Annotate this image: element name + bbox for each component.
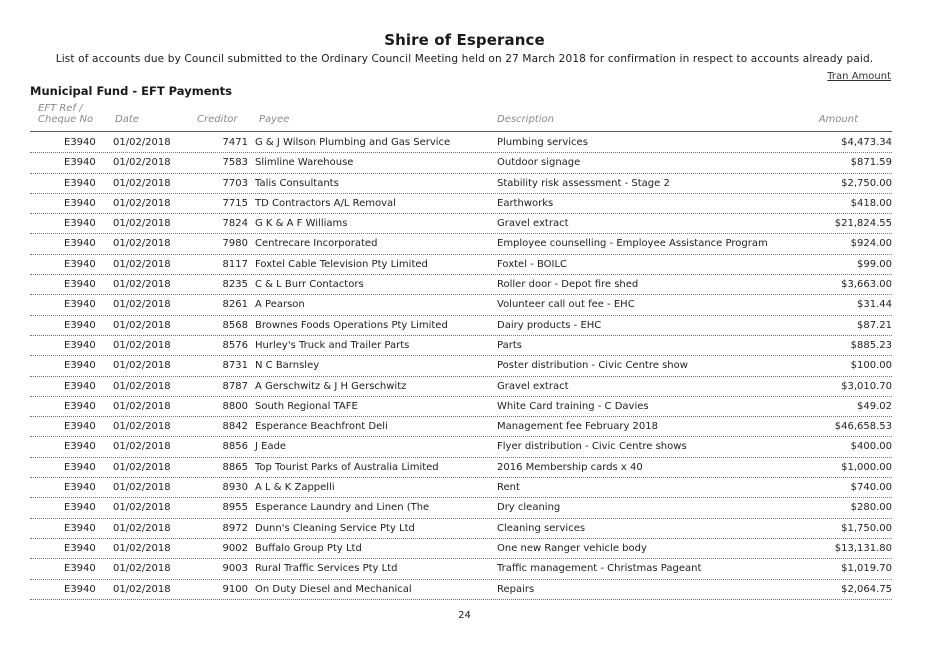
cell-description: Earthworks [497, 197, 554, 209]
tran-amount-label: Tran Amount [827, 71, 891, 82]
cell-payee: G K & A F Williams [255, 218, 348, 230]
header-payee: Payee [259, 114, 290, 125]
cell-description: Roller door - Depot fire shed [497, 279, 639, 291]
cell-date: 01/02/2018 [113, 218, 171, 230]
page-subtitle: List of accounts due by Council submitted to the Ordinary Council Meeting held on 27 March 2018 for confirmation in respect to accounts already paid. [55, 53, 874, 65]
table-row [30, 133, 892, 153]
page-number: 24 [458, 610, 471, 621]
cell-amount: $46,658.53 [834, 421, 892, 433]
cell-description: Management fee February 2018 [497, 421, 658, 433]
cell-date: 01/02/2018 [113, 421, 171, 433]
cell-payee: Talis Consultants [255, 177, 339, 189]
cell-description: Traffic management - Christmas Pageant [497, 563, 702, 575]
cell-payee: Brownes Foods Operations Pty Limited [255, 319, 448, 331]
cell-eft-ref: E3940 [64, 482, 96, 494]
cell-creditor: 7824 [222, 218, 248, 230]
cell-amount: $4,473.34 [841, 137, 892, 148]
cell-payee: Dunn's Cleaning Service Pty Ltd [255, 522, 415, 534]
cell-date: 01/02/2018 [113, 441, 171, 453]
cell-description: Outdoor signage [497, 157, 581, 169]
cell-eft-ref: E3940 [64, 319, 96, 331]
cell-eft-ref: E3940 [64, 137, 96, 148]
cell-payee: Slimline Warehouse [255, 157, 354, 169]
cell-eft-ref: E3940 [64, 279, 96, 291]
cell-creditor: 7703 [222, 177, 248, 189]
cell-date: 01/02/2018 [113, 238, 171, 250]
table-row [30, 559, 892, 579]
cell-description: Volunteer call out fee - EHC [497, 299, 635, 311]
cell-date: 01/02/2018 [113, 177, 171, 189]
header-amount: Amount [818, 114, 858, 125]
table-row [30, 397, 892, 417]
cell-creditor: 8865 [222, 461, 248, 473]
cell-creditor: 7715 [222, 197, 248, 209]
cell-creditor: 8235 [222, 279, 248, 291]
table-row [30, 458, 892, 478]
cell-payee: C & L Burr Contactors [255, 279, 364, 291]
cell-description: Stability risk assessment - Stage 2 [497, 177, 670, 189]
header-date: Date [115, 114, 139, 125]
cell-description: Employee counselling - Employee Assistance Program [497, 238, 768, 250]
cell-eft-ref: E3940 [64, 360, 96, 372]
cell-description: Plumbing services [497, 137, 588, 148]
cell-description: Repairs [497, 583, 535, 595]
table-row [30, 234, 892, 254]
cell-eft-ref: E3940 [64, 339, 96, 351]
cell-date: 01/02/2018 [113, 461, 171, 473]
cell-date: 01/02/2018 [113, 137, 171, 148]
cell-payee: A Gerschwitz & J H Gerschwitz [255, 380, 407, 392]
cell-eft-ref: E3940 [64, 157, 96, 169]
cell-creditor: 8261 [222, 299, 248, 311]
cell-payee: Buffalo Group Pty Ltd [255, 542, 362, 554]
cell-date: 01/02/2018 [113, 197, 171, 209]
cell-payee: A L & K Zappelli [255, 482, 335, 494]
table-row [30, 336, 892, 356]
cell-creditor: 7471 [222, 137, 248, 148]
header-eft-ref-line1: EFT Ref / [38, 103, 83, 114]
cell-creditor: 8856 [222, 441, 248, 453]
cell-creditor: 8842 [222, 421, 248, 433]
cell-eft-ref: E3940 [64, 197, 96, 209]
cell-amount: $418.00 [850, 197, 892, 209]
cell-eft-ref: E3940 [64, 583, 96, 595]
cell-date: 01/02/2018 [113, 583, 171, 595]
cell-creditor: 9002 [222, 542, 248, 554]
cell-creditor: 8800 [222, 400, 248, 412]
cell-amount: $99.00 [857, 258, 892, 270]
cell-creditor: 7980 [222, 238, 248, 250]
header-eft-ref [38, 103, 93, 125]
table-row [30, 356, 892, 376]
cell-creditor: 8787 [222, 380, 248, 392]
cell-eft-ref: E3940 [64, 461, 96, 473]
table-row [30, 316, 892, 336]
cell-eft-ref: E3940 [64, 238, 96, 250]
table-header [30, 101, 892, 132]
cell-creditor: 8972 [222, 522, 248, 534]
cell-date: 01/02/2018 [113, 563, 171, 575]
table-row [30, 539, 892, 559]
cell-payee: TD Contractors A/L Removal [255, 197, 396, 209]
cell-eft-ref: E3940 [64, 542, 96, 554]
cell-amount: $871.59 [850, 157, 892, 169]
table-row [30, 498, 892, 518]
cell-amount: $13,131.80 [834, 542, 892, 554]
header-eft-ref-line2: Cheque No [38, 114, 94, 125]
cell-payee: Hurley's Truck and Trailer Parts [255, 339, 410, 351]
table-row [30, 275, 892, 295]
cell-eft-ref: E3940 [64, 522, 96, 534]
cell-amount: $885.23 [850, 339, 892, 351]
cell-description: Cleaning services [497, 522, 586, 534]
cell-amount: $3,663.00 [841, 279, 892, 291]
table-row [30, 153, 892, 173]
cell-creditor: 8576 [222, 339, 248, 351]
cell-date: 01/02/2018 [113, 400, 171, 412]
table-row [30, 194, 892, 214]
cell-creditor: 8117 [222, 258, 248, 270]
cell-amount: $280.00 [850, 502, 892, 514]
cell-amount: $49.02 [857, 400, 892, 412]
page-title: Shire of Esperance [384, 31, 545, 49]
cell-description: One new Ranger vehicle body [497, 542, 647, 554]
cell-amount: $21,824.55 [834, 218, 892, 230]
table-row [30, 295, 892, 315]
table-row [30, 437, 892, 457]
cell-payee: Centrecare Incorporated [255, 238, 378, 250]
cell-date: 01/02/2018 [113, 360, 171, 372]
cell-description: Parts [497, 339, 522, 351]
cell-eft-ref: E3940 [64, 400, 96, 412]
cell-payee: Foxtel Cable Television Pty Limited [255, 258, 428, 270]
cell-amount: $924.00 [850, 238, 892, 250]
cell-amount: $87.21 [857, 319, 892, 331]
cell-date: 01/02/2018 [113, 299, 171, 311]
cell-description: Gravel extract [497, 380, 569, 392]
cell-description: Rent [497, 482, 520, 494]
cell-payee: N C Barnsley [255, 360, 320, 372]
cell-payee: Rural Traffic Services Pty Ltd [255, 563, 398, 575]
cell-description: Poster distribution - Civic Centre show [497, 360, 688, 372]
cell-eft-ref: E3940 [64, 441, 96, 453]
cell-payee: Top Tourist Parks of Australia Limited [255, 461, 439, 473]
table-row [30, 580, 892, 600]
cell-description: Gravel extract [497, 218, 569, 230]
cell-creditor: 8568 [222, 319, 248, 331]
payments-table [30, 133, 892, 600]
cell-eft-ref: E3940 [64, 421, 96, 433]
header-creditor: Creditor [197, 114, 238, 125]
cell-description: Dairy products - EHC [497, 319, 602, 331]
table-row [30, 417, 892, 437]
cell-amount: $100.00 [850, 360, 892, 372]
cell-eft-ref: E3940 [64, 258, 96, 270]
cell-date: 01/02/2018 [113, 279, 171, 291]
cell-amount: $400.00 [850, 441, 892, 453]
cell-creditor: 8930 [222, 482, 248, 494]
table-row [30, 174, 892, 194]
cell-amount: $740.00 [850, 482, 892, 494]
table-row [30, 214, 892, 234]
cell-date: 01/02/2018 [113, 319, 171, 331]
cell-creditor: 9100 [222, 583, 248, 595]
cell-payee: J Eade [255, 441, 287, 453]
fund-heading: Municipal Fund - EFT Payments [30, 84, 233, 98]
cell-payee: G & J Wilson Plumbing and Gas Service [255, 137, 451, 148]
cell-creditor: 8731 [222, 360, 248, 372]
cell-payee: On Duty Diesel and Mechanical [255, 583, 412, 595]
cell-eft-ref: E3940 [64, 502, 96, 514]
cell-eft-ref: E3940 [64, 563, 96, 575]
cell-creditor: 8955 [222, 502, 248, 514]
cell-eft-ref: E3940 [64, 218, 96, 230]
cell-creditor: 9003 [222, 563, 248, 575]
cell-payee: Esperance Beachfront Deli [255, 421, 388, 433]
cell-description: White Card training - C Davies [497, 400, 649, 412]
cell-amount: $2,064.75 [841, 583, 892, 595]
cell-date: 01/02/2018 [113, 522, 171, 534]
cell-payee: A Pearson [255, 299, 305, 311]
cell-payee: South Regional TAFE [255, 400, 358, 412]
cell-date: 01/02/2018 [113, 380, 171, 392]
cell-description: 2016 Membership cards x 40 [497, 461, 643, 473]
cell-eft-ref: E3940 [64, 299, 96, 311]
cell-description: Foxtel - BOILC [497, 258, 567, 270]
cell-creditor: 7583 [222, 157, 248, 169]
header-description: Description [497, 114, 554, 125]
cell-date: 01/02/2018 [113, 258, 171, 270]
table-row [30, 255, 892, 275]
table-row [30, 377, 892, 397]
cell-amount: $2,750.00 [841, 177, 892, 189]
cell-description: Flyer distribution - Civic Centre shows [497, 441, 687, 453]
table-row [30, 478, 892, 498]
cell-date: 01/02/2018 [113, 542, 171, 554]
cell-eft-ref: E3940 [64, 177, 96, 189]
cell-date: 01/02/2018 [113, 157, 171, 169]
cell-amount: $1,750.00 [841, 522, 892, 534]
cell-date: 01/02/2018 [113, 502, 171, 514]
cell-payee: Esperance Laundry and Linen (The [255, 502, 430, 514]
table-row [30, 519, 892, 539]
cell-amount: $1,000.00 [841, 461, 892, 473]
cell-amount: $1,019.70 [841, 563, 892, 575]
cell-date: 01/02/2018 [113, 339, 171, 351]
cell-amount: $31.44 [857, 299, 892, 311]
cell-amount: $3,010.70 [841, 380, 892, 392]
cell-eft-ref: E3940 [64, 380, 96, 392]
cell-date: 01/02/2018 [113, 482, 171, 494]
cell-description: Dry cleaning [497, 502, 561, 514]
